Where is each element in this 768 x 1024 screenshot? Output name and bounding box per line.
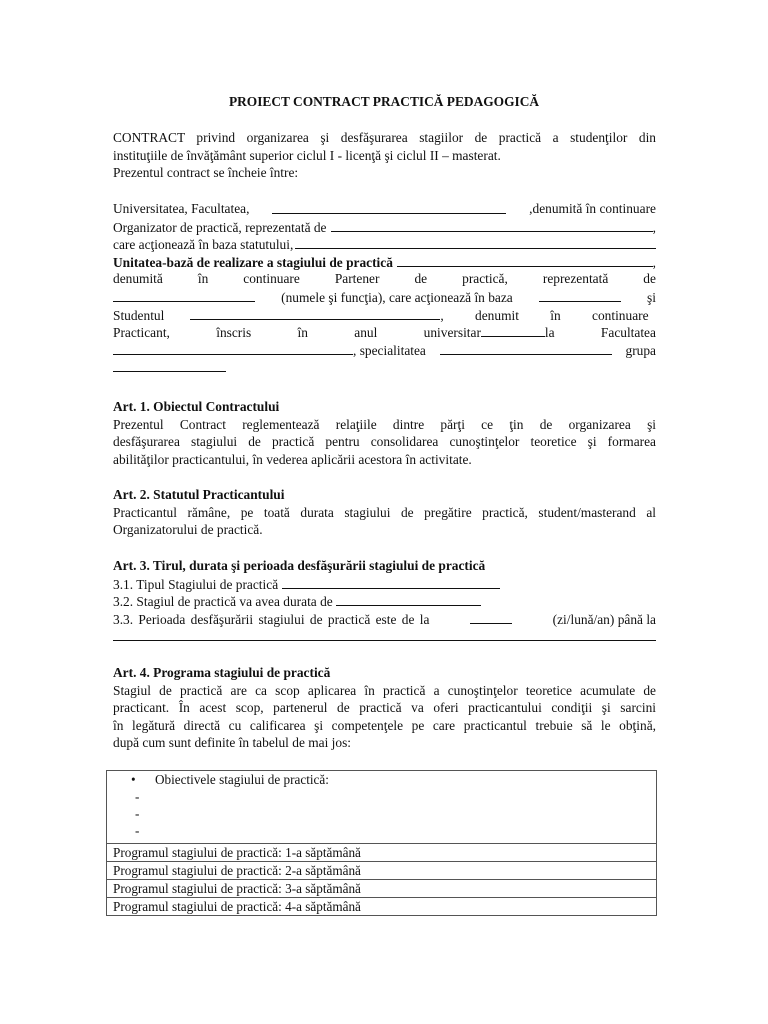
student-suffix-wrap [440,307,656,324]
objectives-row [107,771,657,844]
stage-duration-blank[interactable] [336,592,481,606]
article-4 [113,664,656,752]
article-3-line-3 [113,610,656,628]
article-1 [113,398,656,468]
practicant-word-0: Practicant, [113,325,170,341]
practice-program-table [106,770,657,916]
period-label: 3.3. Perioada desfăşurării stagiului de practică este de la [113,611,430,627]
unit-label: Unitatea-bază de realizare a stagiului de practică [113,254,393,270]
objectives-cell [107,771,657,844]
intro-line-1: CONTRACT privind organizarea şi desfăşurarea stagiilor de practică a studenţilor din [113,130,656,145]
stage-type-blank[interactable] [282,575,500,589]
article-2-heading: Art. 2. Statutul Practicantului [113,487,285,502]
university-label: Universitatea, Facultatea, [113,201,250,216]
objectives-bullet-item [131,771,650,788]
group-line [113,358,656,376]
table-row [107,862,657,880]
period-end-label: (zi/lună/an) până la [552,611,656,627]
article-3 [113,557,656,645]
name-function-label: (numele şi funcţia), care acţionează în baza [281,289,513,305]
la-label: la [544,325,555,341]
representative-blank[interactable] [113,288,255,302]
practicant-word-3: anul [354,325,378,341]
university-line [113,200,656,218]
university-blank[interactable] [272,200,506,214]
practicant-word-1: înscris [216,325,252,341]
specialty-label: , specialitatea [353,342,426,358]
academic-year-blank[interactable] [481,323,545,337]
faculty-label: Facultatea [600,325,656,341]
period-start-blank[interactable] [470,610,512,624]
article-3-heading: Art. 3. Tirul, durata şi perioada desfăşurării stagiului de practică [113,558,486,573]
article-4-line-2: practicant. În acest scop, partenerul de practică va oferi practicantului condiţii şi sarcini [113,700,656,716]
table-row [107,844,657,862]
faculty-group [113,341,426,359]
student-suffix: , denumit în continuare [440,307,649,323]
group-blank[interactable] [113,358,226,372]
partner-word-5: practică, [462,271,508,287]
name-function-line [113,288,656,306]
table-row [107,898,657,916]
student-line [113,306,656,324]
article-1-line-2: desfăşurarea stagiului de practică pentru consolidarea cunoştinţelor teoretice şi formarea [113,434,656,450]
intro-section [113,129,656,182]
article-1-line-1: Prezentul Contract reglementează relaţiile dintre părţi ce ţin de organizarea şi [113,416,656,432]
unit-blank[interactable] [397,253,653,267]
objective-item: - [135,806,140,821]
student-label: Studentul [113,307,165,323]
specialty-line [113,341,656,359]
practicant-line [113,323,656,341]
table-row [107,880,657,898]
article-1-heading: Art. 1. Obiectul Contractului [113,399,280,414]
week-2-cell: Programul stagiului de practică: 2-a săptămână [107,862,657,880]
stage-duration-label: 3.2. Stagiul de practică va avea durata de [113,594,333,610]
university-suffix: ,denumită în continuare [529,201,656,216]
organizer-label: Organizator de practică, reprezentată de [113,219,327,235]
academic-year-group [424,323,555,341]
organizer-blank[interactable] [331,218,653,232]
article-1-line-3: abilităţilor practicantului, în vederea aplicării acestora în activitate. [113,451,472,467]
article-2-line-2: Organizatorului de practică. [113,522,263,538]
objective-item: - [135,789,140,804]
article-4-line-4: după cum sunt definite în tabelul de mai jos: [113,735,352,751]
intro-line-3: Prezentul contract se încheie între: [113,165,299,181]
partner-word-1: în [197,271,209,287]
organizer-suffix: , [652,219,656,235]
partner-word-3: Partener [334,271,380,287]
article-2-line-1: Practicantul rămâne, pe toată durata stagiului de pregătire practică, student/masterand al [113,504,656,520]
unit-suffix: , [652,254,656,270]
student-blank[interactable] [190,306,440,320]
article-3-line-4 [113,627,656,645]
week-1-cell: Programul stagiului de practică: 1-a săptămână [107,844,657,862]
group-label: grupa [625,342,656,358]
unit-line [113,253,656,271]
statute-label: care acţionează în baza statutului, [113,237,294,253]
objective-item: - [135,823,140,838]
statute-line [113,235,656,253]
period-end-blank[interactable] [113,627,656,641]
article-3-line-2 [113,592,656,610]
specialty-blank[interactable] [440,341,612,355]
bullet-icon: • [131,772,136,787]
parties-section [113,200,656,376]
partner-word-4: de [414,271,428,287]
week-4-cell: Programul stagiului de practică: 4-a săptămână [107,898,657,916]
article-4-line-3: în legătură directă cu calificarea şi competenţele pe care practicantul trebuie să le obţină, [113,717,656,733]
partner-word-6: reprezentată [542,271,609,287]
objectives-label: Obiectivele stagiului de practică: [155,772,329,787]
organizer-line [113,218,656,236]
partner-word-7: de [643,271,656,287]
practicant-word-4: universitar [423,325,481,341]
statute-blank[interactable] [295,235,656,249]
article-4-heading: Art. 4. Programa stagiului de practică [113,665,331,680]
article-2 [113,486,656,539]
and-label: şi [647,289,656,305]
document-title: PROIECT CONTRACT PRACTICĂ PEDAGOGICĂ [228,94,540,109]
faculty-blank[interactable] [113,341,353,355]
partner-line [113,270,656,288]
article-3-line-1 [113,575,656,593]
partner-word-0: denumită [113,271,163,287]
article-4-line-1: Stagiul de practică are ca scop aplicarea în practică a cunoştinţelor teoretice acumulate de [113,682,656,698]
week-3-cell: Programul stagiului de practică: 3-a săptămână [107,880,657,898]
practicant-word-2: în [297,325,308,341]
stage-type-label: 3.1. Tipul Stagiului de practică [113,576,279,592]
intro-line-2: instituţiile de învăţământ superior ciclul I - licenţă şi ciclul II – masterat. [113,147,501,163]
basis-blank[interactable] [539,288,621,302]
partner-word-2: continuare [243,271,300,287]
